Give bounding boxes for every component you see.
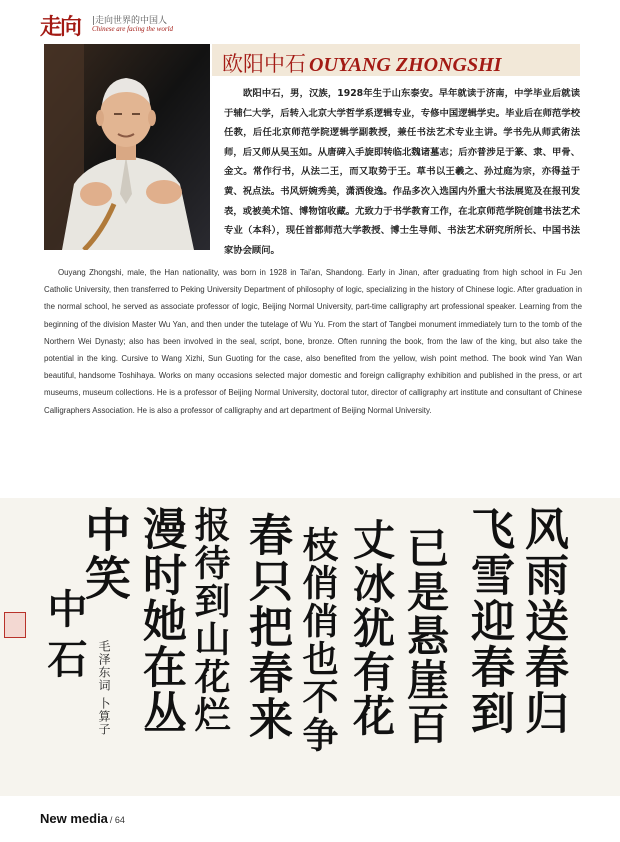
calligraphy-column-8: 漫时她在丛 (135, 506, 186, 736)
magazine-logo (40, 10, 180, 40)
artist-portrait-illustration (44, 44, 210, 250)
logo-subtitle-cn: |走向世界的中国人 (92, 16, 168, 26)
calligraphy-column-3: 已是悬崖百 (401, 526, 450, 746)
calligraphy-column-4: 丈冰犹有花 (347, 518, 396, 738)
artist-photo (44, 44, 210, 250)
biography-chinese: 欧阳中石，男，汉族，1928年生于山东泰安。早年就读于济南，中学毕业后就读于辅仁大学，后转入北京大学哲学系逻辑专业，专修中国逻辑学史。毕业后在师范学校任教，后任北京师范学院逻辑学副教授，兼任书法艺术专业主讲。学书先从师武術法师，后又师从吴玉如。从唐碑入手旋即转临北魏诸墓志；后亦普涉足于篆、隶、甲骨、金文。常作行书，从法二王，而又取势于王。草书以王羲之、孙过庭为宗，亦得益于黄、祝点法。书风妍婉秀美，潇洒俊逸。作品多次入选国内外重大书法展览及在报刊发表，或被美术馆、博物馆收藏。尤致力于书学教育工作，在北京师范学院创建书法艺术专业（本科），现任首都师范大学教授、博士生导师、书法艺术研究所所长、中国书法家协会顾问。 (224, 88, 580, 256)
title-band (212, 44, 580, 76)
article-title (222, 48, 501, 78)
calligraphy-column-5: 枝俏俏也不争 (297, 526, 339, 754)
calligraphy-column-6: 春只把春来 (241, 512, 292, 742)
biography-english: Ouyang Zhongshi, male, the Han nationality, was born in 1928 in Tai'an, Shandong. Early in Jinan, after graduating from high school in Fu Jen Catholic University, then transferred to Peking University Department of philosophy of logic, specializing in the history of Chinese logic. After graduation in the normal school, he served as associate professor of logic, Beijing Normal University, part-time calligraphy art professional speaker. Learning from the beginning of the division Master Wu Yan, and then under the tutelage of Wu Yu. From the start of Tangbei monument immediately turn to the tomb of the Northern Wei Dynasty; also has been involved in the seal, script, bone, bronze. Often running the book, from the law of the king, but also take the potential in the king. Cursive to Wang Xizhi, Sun Guoting for the case, also benefited from the yellow, wish point method. The book wind Yan Wan beautiful, handsome Toshihaya. Works on many occasions selected major domestic and foreign calligraphy exhibition and published in the press, or art museums, museum collections. He is a professor of Beijing Normal University, doctoral tutor, director of calligraphy art institute and consultant of Chinese Calligraphers Association. He is also a professor of calligraphy and art department of Beijing Normal University. (44, 268, 582, 415)
calligraphy-column-7: 报待到山花烂 (189, 506, 231, 734)
page-number: / 64 (109, 815, 125, 825)
red-seal-stamp (4, 612, 26, 638)
calligraphy-column-2: 飞雪迎春到 (463, 506, 514, 736)
calligraphy-column-1: 风雨送春归 (517, 506, 568, 736)
footer-brand: New media (40, 811, 108, 826)
calligraphy-signature: 毛泽东词 卜算子 (97, 640, 111, 736)
logo-subtitle-en: Chinese are facing the world (92, 25, 174, 33)
title-name-cn: 欧阳中石 (222, 52, 306, 76)
calligraphy-column-9: 中笑 (78, 506, 132, 602)
calligraphy-artist-name: 中石 (41, 588, 88, 688)
logo-glyph: 走向 (40, 14, 81, 40)
page-footer (40, 810, 125, 828)
title-name-en: OUYANG ZHONGSHI (309, 54, 502, 76)
